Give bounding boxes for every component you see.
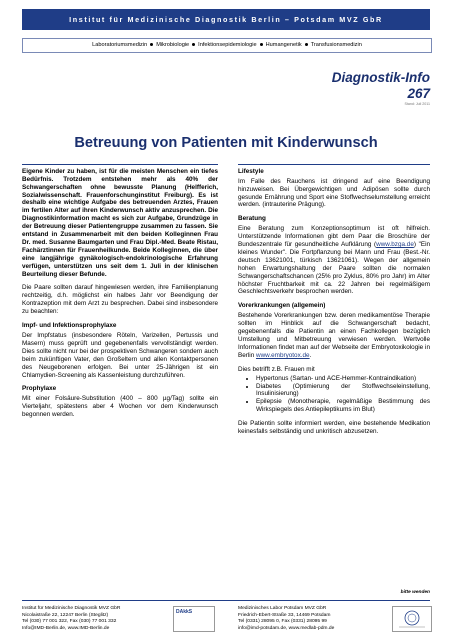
dept-human: Humangenetik [265, 42, 302, 48]
dept-mikro: Mikrobiologie [156, 42, 190, 48]
paragraph-beratung [238, 225, 430, 296]
footer-left-line: Tel (030) 77 001 322, Fax (030) 77 001 332 [22, 619, 117, 625]
dept-infekt: Infektionsepidemiologie [198, 42, 257, 48]
footer-left-line: Nicolaistraße 22, 12247 Berlin (Steglitz) [22, 612, 109, 618]
paragraph-prophylaxe: Mit einer Folsäure-Substitution (400 – 800 µg/Tag) sollte ein Vierteljahr, spätestens aber 4 Wochen vor dem Kinderwunsch begonnen werden. [22, 395, 218, 419]
column-rule [238, 164, 430, 165]
heading-vorerkrankungen: Vorerkrankungen (allgemein) [238, 302, 326, 310]
heading-prophylaxe: Prophylaxe [22, 385, 57, 393]
footer-right-line: Medizinisches Labor Potsdam MVZ GbR [238, 606, 327, 611]
footer-left [22, 606, 162, 632]
footer-right-line: info@imd-potsdam.de, www.medlab-pdm.de [238, 625, 335, 631]
beratung-text-2: ) "Ein kleines Wunder". Die Fortpflanzung bei Mann und Frau (Best.-Nr. deutsch 13621001, türkisch 13621061). Wegen der allgemein hohen Erwartungshaltung der Paare sollten die normalen Schwangerschaftschancen (25% pro Zyklus, 80% pro Jahr) im Alter höchster Fruchtbarkeit mit ca. 22 Jahren bei regelmäßigem Geschlechtsverkehr besprochen werden. [238, 241, 431, 296]
list-item: • Hypertonus (Sartan- und ACE-Hemmer-Kontraindikation) [256, 375, 430, 383]
accreditation-logo [173, 606, 213, 630]
company-bar: Institut für Medizinische Diagnostik Berlin – Potsdam MVZ GbR [22, 9, 430, 30]
list-item: • Epilepsie (Monotherapie, regelmäßige Bestimmung des Wirkspiegels des Antiepileptikums im Blut) [256, 398, 430, 414]
bullet-dot-icon [260, 43, 263, 46]
bullet-dot-icon [305, 43, 308, 46]
footer-right [238, 606, 373, 632]
paragraph-impf: Der Impfstatus (insbesondere Röteln, Varizellen, Pertussis und Masern) muss geprüft und gegebenenfalls vervollständigt werden. Dies sollte nicht nur bei der prospektiven Schwangeren sondern auch beim zukünftigen Vater, den Großeltern und allen Kontaktpersonen des Neugeborenen erfolgen. Bei unter 25-Jährigen ist ein Chlamydien-Screening als Kassenleistung durchzuführen. [22, 332, 218, 379]
footer-right-line: Tel (0331) 28095 0, Fax (0331) 28095 99 [238, 619, 327, 625]
heading-beratung: Beratung [238, 215, 266, 223]
beratung-text-1: Eine Beratung zum Konzeptionsoptimum ist oft hilfreich. Unterstützende Informationen gibt dem Paar die Broschüre der Bundeszentrale für gesundheitliche Aufklärung ( [238, 225, 430, 249]
intro-paragraph: Eigene Kinder zu haben, ist für die meisten Menschen ein tiefes Bedürfnis. Trotzdem entstehen mehr als 40% der Schwangerschaften ohne bewusste Planung (Helfferich, Sozialwissenschaft. Frauenforschunginstitut Freiburg). Es ist deshalb eine wichtige Aufgabe des betreuenden Arztes, Frauen im fertilen Alter auf ihren Kinderwunsch aktiv anzusprechen. Die Diagnostikinformation macht es sich zur Aufgabe, Grundzüge in der Betreuung dieser Patientengruppe zusammen zu fassen. Sie entstand in Zusammenarbeit mit den beiden Kolleginnen Frau Dr. med. Susanne Baumgarten und Frau Dipl.-Med. Beate Ristau, Fachärztinnen für Frauenheilkunde. Beide Kolleginnen, die über eine langjährige gynäkologisch-endokrinologische Erfahrung verfügen, unterstützen uns seit dem 1. Juli in der klinischen Beurteilung dieser Befunde. [22, 167, 218, 278]
department-bar [22, 38, 432, 53]
logo-text: DAkkS [176, 609, 193, 615]
paragraph-vorerkrankungen [238, 312, 430, 359]
info-number: 267 [407, 86, 430, 101]
dept-labmed: Laboratoriumsmedizin [92, 42, 148, 48]
bitte-wenden: bitte wenden [400, 590, 430, 595]
left-column [22, 164, 218, 425]
link-embryotox[interactable]: www.embryotox.de [255, 351, 310, 359]
info-title: Diagnostik-Info [331, 70, 430, 85]
list-item: • Diabetes (Optimierung der Stoffwechseleinstellung, Insulinisierung) [256, 383, 430, 399]
certification-seal-icon [393, 607, 431, 631]
certification-logo [392, 606, 432, 632]
dept-transfusion: Transfusionsmedizin [310, 42, 362, 48]
footer-left-line: Institut für Medizinische Diagnostik MVZ GbR [22, 606, 121, 611]
vor-text-2: . [309, 351, 312, 359]
bullet-dot-icon [150, 43, 153, 46]
column-rule [22, 164, 218, 165]
link-bzga[interactable]: www.bzga.de [376, 241, 414, 249]
heading-impf: Impf- und Infektionsprophylaxe [22, 322, 117, 330]
footer-right-line: Friedrich-Ebert-Straße 33, 14469 Potsdam [238, 612, 331, 618]
paragraph-familienplanung: Die Paare sollten darauf hingewiesen werden, ihre Familienplanung rechtzeitig, d.h. möglichst ein halbes Jahr vor Beendigung der Kontrazeption mit dem Arzt zu besprechen. Dabei sind insbesondere zu beachten: [22, 284, 218, 316]
paragraph-final: Die Patientin sollte informiert werden, eine bestehende Medikation keinesfalls selbständig und unkritisch abzusetzen. [238, 420, 430, 436]
condition-list [238, 375, 430, 415]
vor-text-1: Bestehende Vorerkrankungen bzw. deren medikamentöse Therapie sollten im Hinblick auf die Schwangerschaft bedacht, gegebenenfalls die Patientin an einen Fachkollegen bezüglich Umstellung und Mitbetreuung verwiesen werden. Wertvolle Informationen findet man auf der Webseite der Embryotoxikologie in Berlin [238, 312, 430, 359]
page-title: Betreuung von Patienten mit Kinderwunsch [74, 135, 378, 151]
paragraph-lifestyle: Im Falle des Rauchens ist dringend auf eine Beendigung hinzuweisen. Bei Übergewichtigen und Adipösen sollte durch gesunde Ernährung und Sport eine Stoffwechselumstellung erreicht werden. (intrauterine Prägung). [238, 177, 430, 209]
footer-rule [22, 600, 430, 601]
heading-lifestyle: Lifestyle [238, 167, 264, 175]
bullet-dot-icon [192, 43, 195, 46]
footer-left-line: Info@IMD-Berlin.de, www.IMD-Berlin.de [22, 625, 110, 631]
stand-date: Stand: Juli 2011 [404, 102, 430, 106]
paragraph-dies: Dies betrifft z.B. Frauen mit [238, 365, 315, 373]
right-column [238, 164, 430, 442]
